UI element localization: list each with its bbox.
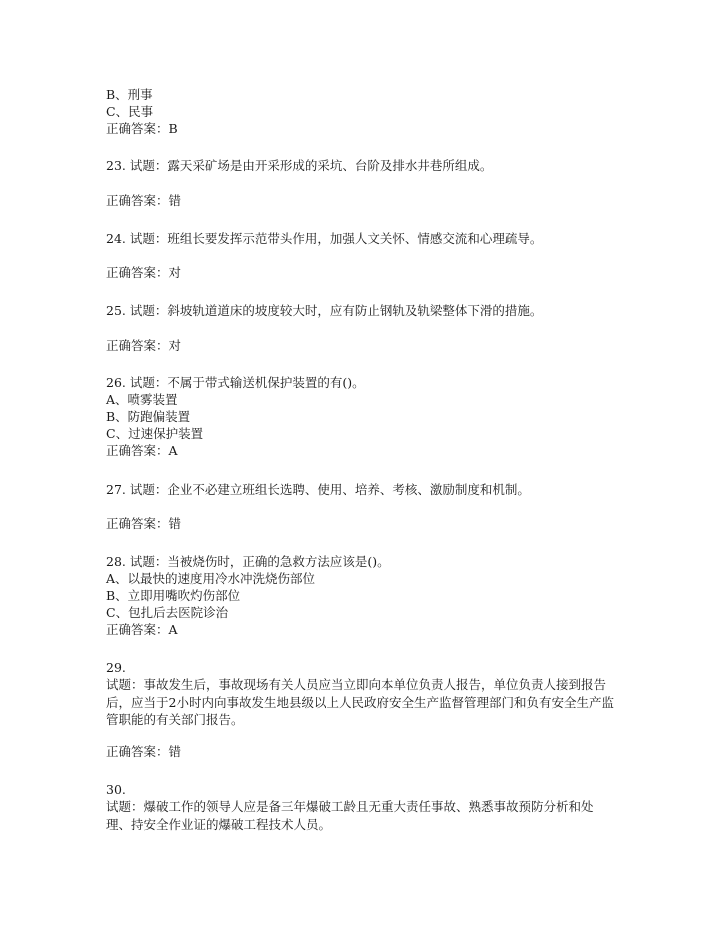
option-b-text: B、立即用嘴吹灼伤部位 bbox=[106, 588, 241, 603]
option-b-text: B、防跑偏装置 bbox=[106, 409, 191, 424]
answer-text: 正确答案：对 bbox=[106, 265, 182, 280]
option-b-text: B、刑事 bbox=[106, 87, 153, 102]
answer-text: 正确答案：A bbox=[106, 443, 178, 458]
answer-text: 正确答案：错 bbox=[106, 193, 182, 208]
answer-text: 正确答案：错 bbox=[106, 744, 182, 759]
answer-text: 正确答案：错 bbox=[106, 516, 182, 531]
question-25-text: 25. 试题：斜坡轨道道床的坡度较大时，应有防止钢轨及轨梁整体下滑的措施。 bbox=[106, 303, 543, 318]
answer-text: 正确答案：A bbox=[106, 622, 178, 637]
question-28-text: 28. 试题：当被烧伤时，正确的急救方法应该是()。 bbox=[106, 554, 390, 569]
question-23-text: 23. 试题：露天采矿场是由开采形成的采坑、台阶及排水井巷所组成。 bbox=[106, 158, 493, 173]
question-29-text: 试题：事故发生后，事故现场有关人员应当立即向本单位负责人报告，单位负责人接到报告后，应当于2小时内向事故发生地县级以上人民政府安全生产监督管理部门和负有安全生产监管职能的有关部门报告。 bbox=[106, 677, 614, 727]
answer-text: 正确答案：对 bbox=[106, 338, 182, 353]
question-30-number: 30. bbox=[106, 782, 126, 797]
option-a-text: A、喷雾装置 bbox=[106, 392, 178, 407]
question-26-text: 26. 试题：不属于带式输送机保护装置的有()。 bbox=[106, 375, 365, 390]
question-29-number: 29. bbox=[106, 660, 126, 675]
option-a-text: A、以最快的速度用冷水冲洗烧伤部位 bbox=[106, 571, 316, 586]
option-c-text: C、过速保护装置 bbox=[106, 426, 204, 441]
option-c-text: C、民事 bbox=[106, 104, 154, 119]
question-30-text: 试题：爆破工作的领导人应是备三年爆破工龄且无重大责任事故、熟悉事故预防分析和处理、持安全作业证的爆破工程技术人员。 bbox=[106, 799, 594, 832]
question-24-text: 24. 试题：班组长要发挥示范带头作用，加强人文关怀、情感交流和心理疏导。 bbox=[106, 231, 543, 246]
option-c-text: C、包扎后去医院诊治 bbox=[106, 605, 229, 620]
question-27-text: 27. 试题：企业不必建立班组长选聘、使用、培养、考核、激励制度和机制。 bbox=[106, 482, 530, 497]
answer-text: 正确答案：B bbox=[106, 121, 178, 136]
